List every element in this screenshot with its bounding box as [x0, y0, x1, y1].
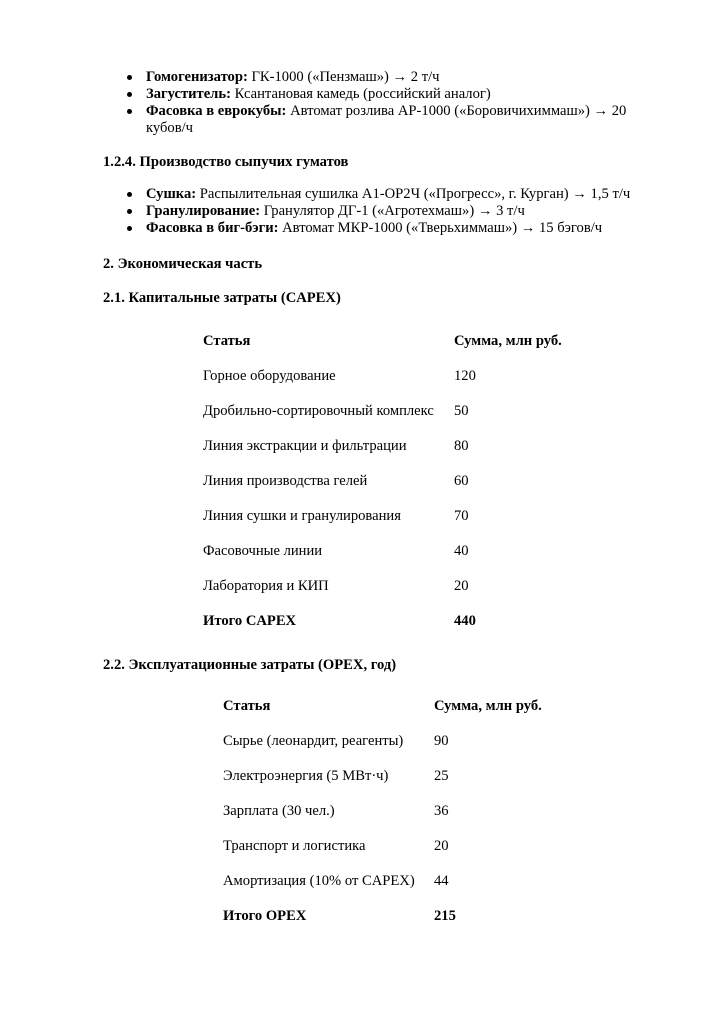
- section-heading-1-2-4: 1.2.4. Производство сыпучих гуматов: [103, 154, 349, 170]
- row-sum: 20: [454, 578, 469, 594]
- item-text: Распылительная сушилка А1-ОР2Ч («Прогресс», г. Курган) → 1,5 т/ч: [196, 186, 631, 202]
- row-item: Электроэнергия (5 МВт·ч): [223, 768, 389, 784]
- list-item: [124, 186, 666, 203]
- row-item: Амортизация (10% от CAPEX): [223, 873, 415, 889]
- column-header-item: Статья: [203, 333, 251, 349]
- list-item: [124, 86, 666, 103]
- list-item: [124, 203, 666, 220]
- list-item: [124, 103, 666, 137]
- item-text: Гранулятор ДГ-1 («Агротехмаш») → 3 т/ч: [260, 203, 525, 219]
- item-label: Загуститель:: [146, 86, 231, 102]
- column-header-item: Статья: [223, 698, 271, 714]
- row-item: Линия экстракции и фильтрации: [203, 438, 407, 454]
- item-label: Сушка:: [146, 186, 197, 202]
- row-sum: 60: [454, 473, 469, 489]
- row-item: Сырье (леонардит, реагенты): [223, 733, 404, 749]
- column-header-sum: Сумма, млн руб.: [454, 333, 562, 349]
- row-sum: 70: [454, 508, 469, 524]
- row-sum: 44: [434, 873, 449, 889]
- row-sum: 50: [454, 403, 469, 419]
- total-label: Итого CAPEX: [203, 613, 297, 629]
- row-item: Зарплата (30 чел.): [223, 803, 335, 819]
- section-heading-opex: 2.2. Эксплуатационные затраты (OPEX, год): [103, 657, 397, 673]
- row-sum: 25: [434, 768, 449, 784]
- item-label: Гранулирование:: [146, 203, 261, 219]
- section-heading-2: 2. Экономическая часть: [103, 256, 263, 272]
- list-item: [124, 69, 666, 86]
- item-text: Автомат МКР-1000 («Тверьхиммаш») → 15 бэгов/ч: [278, 220, 603, 236]
- item-label: Гомогенизатор:: [146, 69, 248, 85]
- total-label: Итого OPEX: [223, 908, 307, 924]
- item-text: Ксантановая камедь (российский аналог): [230, 86, 491, 102]
- row-sum: 40: [454, 543, 469, 559]
- item-text: ГК-1000 («Пензмаш») → 2 т/ч: [247, 69, 440, 85]
- row-item: Линия сушки и гранулирования: [203, 508, 401, 524]
- section-heading-capex: 2.1. Капитальные затраты (CAPEX): [103, 290, 341, 306]
- row-sum: 36: [434, 803, 449, 819]
- item-label: Фасовка в еврокубы:: [146, 103, 287, 119]
- item-text: Автомат розлива АР-1000 («Боровичихиммаш») → 20 кубов/ч: [146, 103, 627, 136]
- row-sum: 80: [454, 438, 469, 454]
- row-item: Транспорт и логистика: [223, 838, 366, 854]
- row-item: Линия производства гелей: [203, 473, 368, 489]
- total-sum: 440: [454, 613, 476, 629]
- row-item: Горное оборудование: [203, 368, 336, 384]
- list-item: [124, 220, 666, 237]
- row-item: Лаборатория и КИП: [203, 578, 329, 594]
- total-sum: 215: [434, 908, 456, 924]
- item-label: Фасовка в биг-бэги:: [146, 220, 279, 236]
- row-sum: 90: [434, 733, 449, 749]
- row-sum: 20: [434, 838, 449, 854]
- equipment-list-bulk: [124, 186, 666, 237]
- row-item: Фасовочные линии: [203, 543, 323, 559]
- row-item: Дробильно-сортировочный комплекс: [203, 403, 434, 419]
- row-sum: 120: [454, 368, 476, 384]
- equipment-list-gels: [124, 69, 666, 137]
- column-header-sum: Сумма, млн руб.: [434, 698, 542, 714]
